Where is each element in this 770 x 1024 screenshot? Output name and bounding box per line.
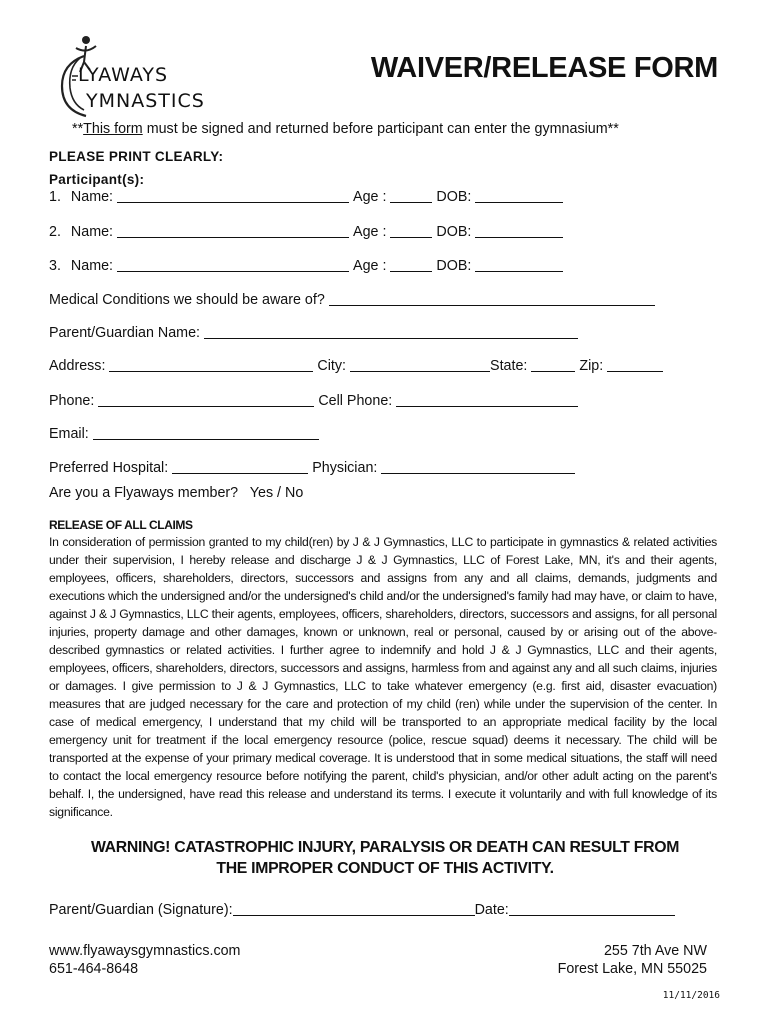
signature-date-label: Date: (474, 902, 509, 918)
dob-label: DOB: (436, 189, 472, 205)
signature-label: Parent/Guardian (Signature): (49, 902, 233, 918)
hospital-field[interactable] (172, 459, 308, 474)
name-label: Name: (70, 258, 114, 274)
member-row (49, 485, 303, 501)
participant-1-age-field[interactable] (390, 188, 432, 203)
name-label: Name: (70, 224, 114, 240)
participant-number: 1. (49, 189, 61, 205)
warning-text (40, 837, 730, 879)
phone-label: Phone: (49, 393, 95, 409)
footer-street: 255 7th Ave NW (603, 943, 707, 959)
address-field[interactable] (109, 357, 313, 372)
medical-row (49, 291, 659, 308)
website-link[interactable]: www.flyawaysgymnastics.com (49, 943, 241, 959)
medical-label: Medical Conditions we should be aware of? (49, 292, 325, 308)
notice-prefix: ** (72, 121, 84, 137)
footer-city: Forest Lake, MN 55025 (557, 961, 707, 977)
footer-phone: 651-464-8648 (49, 961, 139, 977)
guardian-name-field[interactable] (204, 324, 578, 339)
dob-label: DOB: (436, 258, 472, 274)
footer-address (558, 942, 707, 978)
age-label: Age : (353, 258, 387, 274)
age-label: Age : (353, 224, 387, 240)
signature-row (49, 901, 679, 918)
signature-date-field[interactable] (509, 901, 675, 916)
email-field[interactable] (93, 425, 319, 440)
address-row (49, 357, 667, 374)
release-body: In consideration of permission granted to my child(ren) by J & J Gymnastics, LLC to participate in gymnastics & related activities under their supervision, I hereby release and discharge J & J Gymnastics, LLC of Forest Lake, MN, it's and their agents, employees, officers, shareholders, directors, successors and assigns from any and all claims, demands, judgments and executions which the undersigned and/or the undersigned's child and/or the undersigned's family had may have, or claim to have, against J & J Gymnastics, LLC their agents, employees, officers, shareholders, directors, successors and assigns, for all personal injuries, property damage and other damages, known or unknown, real or personal, caused by or arising out of the above-described gymnastics or related activities. I further agree to indemnify and hold J & J Gymnastics, LLC and their agents, employees, officers, shareholders, directors, successors and assigns, harmless from and against any and all such claims, injuries or damages. I give permission to J & J Gymnastics, LLC to take whatever emergency (e.g. first aid, disaster evacuation) measures that are judged necessary for the care and protection of my child (ren) while under the supervision of the center. In case of medical emergency, I understand that my child will be transported to an appropriate medical facility by the local emergency unit for treatment if the local emergency resource (police, rescue squad) deems it necessary. The child will be transported at the expense of your primary medical coverage. It is understood that in some medical situations, the staff will need to contact the local emergency resource before notifying the parent, child's physician, and/or other adult acting on the parent's behalf. I, the undersigned, have read this release and understand its terms. I execute it voluntarily and with full knowledge of its significance. (49, 535, 717, 819)
physician-field[interactable] (381, 459, 575, 474)
logo-text-line2: YMNASTICS (86, 90, 205, 112)
participant-row-2 (49, 223, 567, 240)
state-label: State: (490, 358, 528, 374)
hospital-row (49, 459, 579, 476)
email-row (49, 425, 323, 442)
participant-1-name-field[interactable] (117, 188, 349, 203)
name-label: Name: (70, 189, 114, 205)
logo-text-line1: LYAWAYS (78, 64, 169, 86)
notice-rest: must be signed and returned before participant can enter the gymnasium** (142, 121, 619, 137)
guardian-label: Parent/Guardian Name: (49, 325, 200, 341)
footer-contact (49, 942, 240, 978)
company-logo (50, 34, 250, 120)
participants-label: Participant(s): (49, 172, 145, 187)
cell-phone-field[interactable] (396, 392, 578, 407)
this-form-link[interactable]: This form (83, 121, 143, 137)
dob-label: DOB: (436, 224, 472, 240)
age-label: Age : (353, 189, 387, 205)
email-label: Email: (49, 426, 89, 442)
participant-row-1 (49, 188, 567, 205)
city-field[interactable] (350, 357, 490, 372)
participant-row-3 (49, 257, 567, 274)
phone-field[interactable] (98, 392, 314, 407)
cell-phone-label: Cell Phone: (318, 393, 393, 409)
medical-conditions-field[interactable] (329, 291, 655, 306)
address-label: Address: (49, 358, 106, 374)
state-field[interactable] (531, 357, 575, 372)
participant-1-dob-field[interactable] (475, 188, 563, 203)
member-question: Are you a Flyaways member? Yes / No (49, 485, 304, 501)
participant-2-age-field[interactable] (390, 223, 432, 238)
participant-number: 3. (49, 258, 61, 274)
release-heading: RELEASE OF ALL CLAIMS (49, 518, 193, 532)
warning-line-2: THE IMPROPER CONDUCT OF THIS ACTIVITY. (216, 860, 554, 877)
participant-2-dob-field[interactable] (475, 223, 563, 238)
hospital-label: Preferred Hospital: (49, 460, 169, 476)
participant-3-age-field[interactable] (390, 257, 432, 272)
signature-field[interactable] (233, 901, 475, 916)
physician-label: Physician: (312, 460, 378, 476)
participant-3-name-field[interactable] (117, 257, 349, 272)
signature-notice (72, 121, 619, 137)
zip-label: Zip: (579, 358, 604, 374)
participant-3-dob-field[interactable] (475, 257, 563, 272)
participant-number: 2. (49, 224, 61, 240)
participant-2-name-field[interactable] (117, 223, 349, 238)
phone-row (49, 392, 582, 409)
guardian-row (49, 324, 582, 341)
form-version-date: 11/11/2016 (662, 990, 720, 1001)
page-title: WAIVER/RELEASE FORM (370, 52, 718, 84)
zip-field[interactable] (607, 357, 663, 372)
print-clearly-label: PLEASE PRINT CLEARLY: (49, 149, 224, 164)
warning-line-1: WARNING! CATASTROPHIC INJURY, PARALYSIS OR DEATH CAN RESULT FROM (90, 839, 680, 856)
city-label: City: (317, 358, 347, 374)
